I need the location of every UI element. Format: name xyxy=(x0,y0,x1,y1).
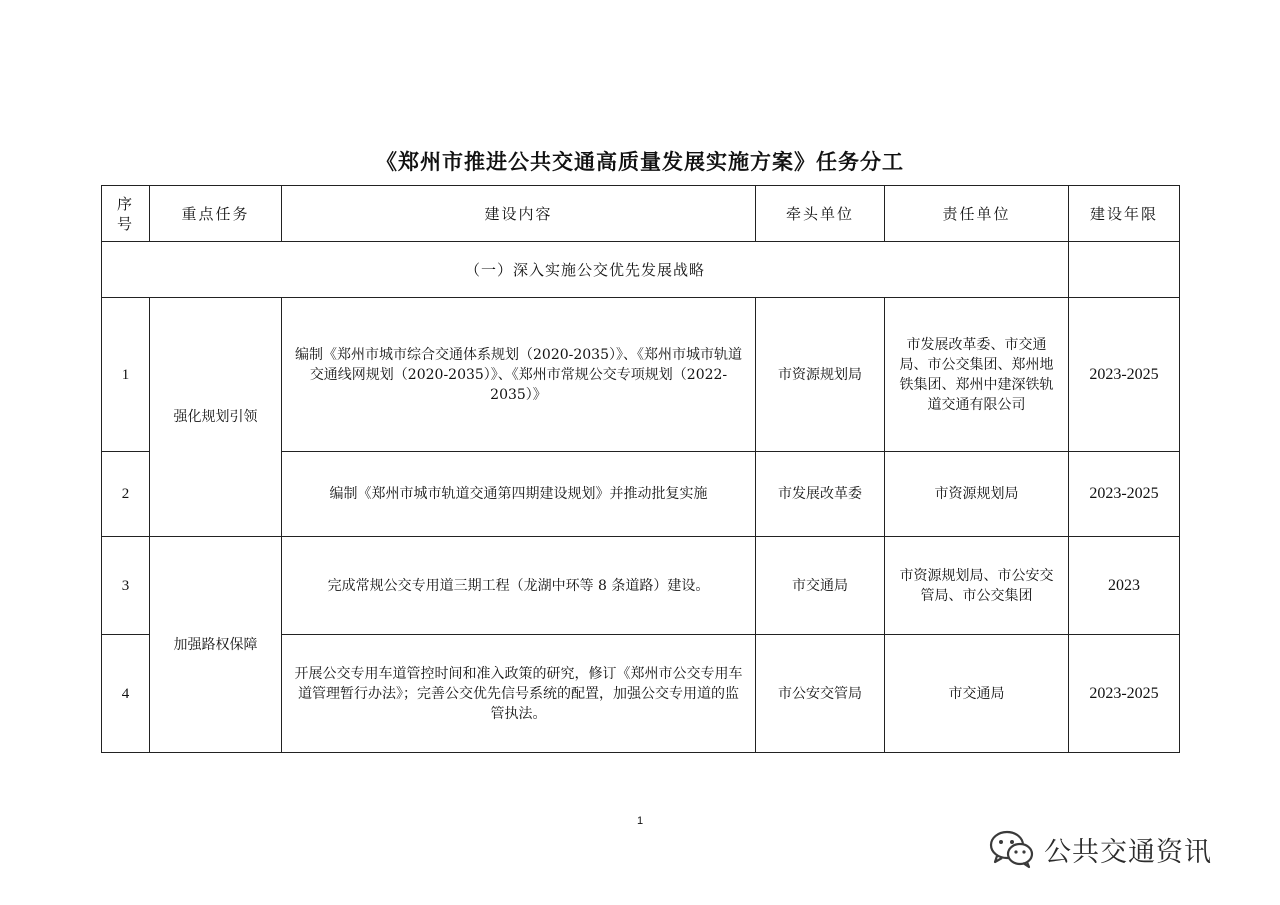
content-cell: 开展公交专用车道管控时间和准入政策的研究，修订《郑州市公交专用车道管理暂行办法》；完善公交优先信号系统的配置，加强公交专用道的监管执法。 xyxy=(282,635,756,753)
responsible-cell: 市资源规划局 xyxy=(885,452,1069,537)
content-cell: 编制《郑州市城市综合交通体系规划（2020-2035）》、《郑州市城市轨道交通线网规划（2020-2035）》、《郑州市常规公交专项规划（2022-2035）》 xyxy=(282,298,756,452)
header-responsible: 责任单位 xyxy=(885,186,1069,242)
row-number: 2 xyxy=(102,452,150,537)
row-number: 3 xyxy=(102,537,150,635)
task-cell: 加强路权保障 xyxy=(150,537,282,753)
header-task: 重点任务 xyxy=(150,186,282,242)
watermark-text: 公共交通资讯 xyxy=(1044,836,1212,868)
content-cell: 完成常规公交专用道三期工程（龙湖中环等 8 条道路）建设。 xyxy=(282,537,756,635)
responsible-cell: 市资源规划局、市公安交管局、市公交集团 xyxy=(885,537,1069,635)
years-cell: 2023-2025 xyxy=(1069,452,1180,537)
table-row xyxy=(102,298,1180,452)
row-number: 1 xyxy=(102,298,150,452)
lead-cell: 市发展改革委 xyxy=(756,452,885,537)
years-cell: 2023-2025 xyxy=(1069,298,1180,452)
task-table xyxy=(101,185,1180,753)
lead-cell: 市资源规划局 xyxy=(756,298,885,452)
section-title: （一）深入实施公交优先发展战略 xyxy=(102,242,1069,298)
responsible-cell: 市交通局 xyxy=(885,635,1069,753)
years-cell: 2023 xyxy=(1069,537,1180,635)
header-years: 建设年限 xyxy=(1069,186,1180,242)
document-title: 《郑州市推进公共交通高质量发展实施方案》任务分工 xyxy=(376,150,904,174)
header-no: 序号 xyxy=(102,186,150,242)
section-empty-cell xyxy=(1069,242,1180,298)
wechat-icon xyxy=(988,829,1036,869)
lead-cell: 市公安交管局 xyxy=(756,635,885,753)
years-cell: 2023-2025 xyxy=(1069,635,1180,753)
header-content: 建设内容 xyxy=(282,186,756,242)
section-row xyxy=(102,242,1180,298)
content-cell: 编制《郑州市城市轨道交通第四期建设规划》并推动批复实施 xyxy=(282,452,756,537)
task-cell: 强化规划引领 xyxy=(150,298,282,537)
responsible-cell: 市发展改革委、市交通局、市公交集团、郑州地铁集团、郑州中建深铁轨道交通有限公司 xyxy=(885,298,1069,452)
lead-cell: 市交通局 xyxy=(756,537,885,635)
page-number: 1 xyxy=(636,815,644,827)
header-lead: 牵头单位 xyxy=(756,186,885,242)
header-row xyxy=(102,186,1180,242)
table-row xyxy=(102,537,1180,635)
watermark xyxy=(988,829,1212,869)
row-number: 4 xyxy=(102,635,150,753)
